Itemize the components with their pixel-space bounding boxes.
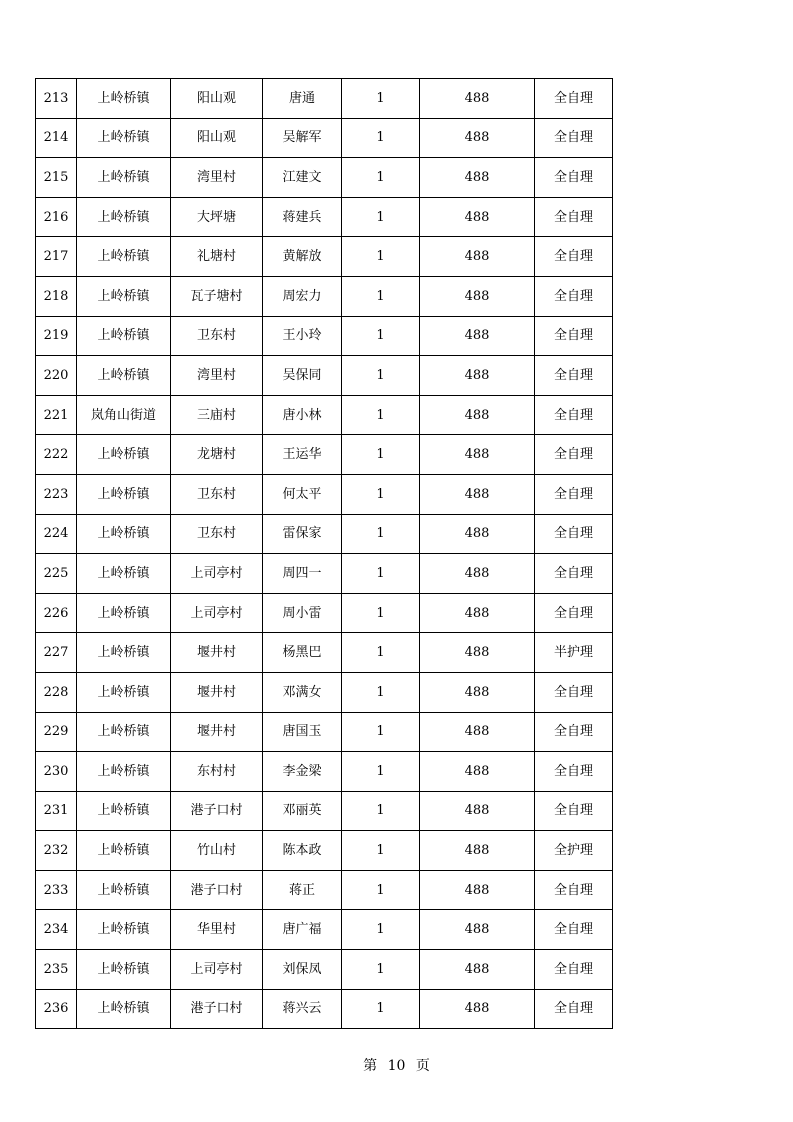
- village-cell: 港子口村: [171, 791, 263, 831]
- amount-cell: 488: [420, 158, 535, 198]
- person-name-cell: 唐广福: [263, 910, 342, 950]
- care-level-cell: 全自理: [535, 276, 613, 316]
- care-level-cell: 全自理: [535, 435, 613, 475]
- person-name-cell: 周四一: [263, 554, 342, 594]
- person-name-cell: 蒋正: [263, 870, 342, 910]
- person-name-cell: 李金梁: [263, 752, 342, 792]
- table-row: [36, 989, 613, 1029]
- town-cell: 上岭桥镇: [77, 158, 171, 198]
- care-level-cell: 全自理: [535, 118, 613, 158]
- town-cell: 上岭桥镇: [77, 554, 171, 594]
- row-number-cell: 235: [36, 950, 77, 990]
- village-cell: 华里村: [171, 910, 263, 950]
- care-level-cell: 半护理: [535, 633, 613, 673]
- town-cell: 上岭桥镇: [77, 435, 171, 475]
- town-cell: 上岭桥镇: [77, 831, 171, 871]
- town-cell: 上岭桥镇: [77, 276, 171, 316]
- person-name-cell: 王运华: [263, 435, 342, 475]
- page-label-prefix: 第: [363, 1058, 378, 1074]
- village-cell: 湾里村: [171, 356, 263, 396]
- town-cell: 上岭桥镇: [77, 514, 171, 554]
- count-cell: 1: [342, 79, 420, 119]
- row-number-cell: 222: [36, 435, 77, 475]
- amount-cell: 488: [420, 435, 535, 475]
- amount-cell: 488: [420, 989, 535, 1029]
- care-level-cell: 全自理: [535, 474, 613, 514]
- town-cell: 上岭桥镇: [77, 950, 171, 990]
- person-name-cell: 蒋兴云: [263, 989, 342, 1029]
- village-cell: 湾里村: [171, 158, 263, 198]
- table-row: [36, 118, 613, 158]
- table-row: [36, 158, 613, 198]
- row-number-cell: 216: [36, 197, 77, 237]
- village-cell: 三庙村: [171, 395, 263, 435]
- row-number-cell: 231: [36, 791, 77, 831]
- village-cell: 卫东村: [171, 316, 263, 356]
- count-cell: 1: [342, 118, 420, 158]
- town-cell: 上岭桥镇: [77, 237, 171, 277]
- care-level-cell: 全自理: [535, 791, 613, 831]
- row-number-cell: 221: [36, 395, 77, 435]
- count-cell: 1: [342, 554, 420, 594]
- page-label-suffix: 页: [415, 1058, 430, 1074]
- amount-cell: 488: [420, 395, 535, 435]
- table-row: [36, 316, 613, 356]
- care-level-cell: 全自理: [535, 237, 613, 277]
- village-cell: 上司亭村: [171, 554, 263, 594]
- care-level-cell: 全自理: [535, 514, 613, 554]
- village-cell: 竹山村: [171, 831, 263, 871]
- care-level-cell: 全自理: [535, 672, 613, 712]
- row-number-cell: 214: [36, 118, 77, 158]
- count-cell: 1: [342, 791, 420, 831]
- count-cell: 1: [342, 276, 420, 316]
- page-number: 10: [387, 1058, 406, 1074]
- amount-cell: 488: [420, 79, 535, 119]
- table-row: [36, 435, 613, 475]
- amount-cell: 488: [420, 554, 535, 594]
- amount-cell: 488: [420, 752, 535, 792]
- amount-cell: 488: [420, 870, 535, 910]
- count-cell: 1: [342, 672, 420, 712]
- table-row: [36, 672, 613, 712]
- table-row: [36, 791, 613, 831]
- village-cell: 堰井村: [171, 672, 263, 712]
- town-cell: 上岭桥镇: [77, 752, 171, 792]
- count-cell: 1: [342, 316, 420, 356]
- care-level-cell: 全自理: [535, 158, 613, 198]
- amount-cell: 488: [420, 712, 535, 752]
- table-row: [36, 356, 613, 396]
- person-name-cell: 邓满女: [263, 672, 342, 712]
- care-level-cell: 全自理: [535, 395, 613, 435]
- person-name-cell: 唐国玉: [263, 712, 342, 752]
- table-row: [36, 752, 613, 792]
- care-level-cell: 全自理: [535, 554, 613, 594]
- count-cell: 1: [342, 831, 420, 871]
- person-name-cell: 江建文: [263, 158, 342, 198]
- count-cell: 1: [342, 870, 420, 910]
- person-name-cell: 杨黑巴: [263, 633, 342, 673]
- person-name-cell: 邓丽英: [263, 791, 342, 831]
- person-name-cell: 吴解军: [263, 118, 342, 158]
- row-number-cell: 236: [36, 989, 77, 1029]
- town-cell: 上岭桥镇: [77, 910, 171, 950]
- town-cell: 上岭桥镇: [77, 712, 171, 752]
- care-level-cell: 全自理: [535, 712, 613, 752]
- count-cell: 1: [342, 474, 420, 514]
- care-level-cell: 全自理: [535, 593, 613, 633]
- care-level-cell: 全自理: [535, 79, 613, 119]
- table-row: [36, 910, 613, 950]
- village-cell: 礼塘村: [171, 237, 263, 277]
- table-row: [36, 514, 613, 554]
- person-name-cell: 蒋建兵: [263, 197, 342, 237]
- town-cell: 上岭桥镇: [77, 989, 171, 1029]
- count-cell: 1: [342, 712, 420, 752]
- row-number-cell: 232: [36, 831, 77, 871]
- amount-cell: 488: [420, 118, 535, 158]
- village-cell: 港子口村: [171, 870, 263, 910]
- amount-cell: 488: [420, 910, 535, 950]
- count-cell: 1: [342, 989, 420, 1029]
- row-number-cell: 225: [36, 554, 77, 594]
- village-cell: 上司亭村: [171, 950, 263, 990]
- village-cell: 堰井村: [171, 633, 263, 673]
- count-cell: 1: [342, 514, 420, 554]
- town-cell: 上岭桥镇: [77, 672, 171, 712]
- village-cell: 卫东村: [171, 474, 263, 514]
- row-number-cell: 233: [36, 870, 77, 910]
- amount-cell: 488: [420, 276, 535, 316]
- table-row: [36, 870, 613, 910]
- town-cell: 上岭桥镇: [77, 316, 171, 356]
- row-number-cell: 223: [36, 474, 77, 514]
- row-number-cell: 227: [36, 633, 77, 673]
- person-name-cell: 唐小林: [263, 395, 342, 435]
- count-cell: 1: [342, 910, 420, 950]
- row-number-cell: 215: [36, 158, 77, 198]
- person-name-cell: 周小雷: [263, 593, 342, 633]
- town-cell: 上岭桥镇: [77, 356, 171, 396]
- amount-cell: 488: [420, 831, 535, 871]
- care-level-cell: 全护理: [535, 831, 613, 871]
- amount-cell: 488: [420, 514, 535, 554]
- person-name-cell: 黄解放: [263, 237, 342, 277]
- row-number-cell: 226: [36, 593, 77, 633]
- amount-cell: 488: [420, 316, 535, 356]
- care-level-cell: 全自理: [535, 989, 613, 1029]
- amount-cell: 488: [420, 197, 535, 237]
- care-level-cell: 全自理: [535, 197, 613, 237]
- table-row: [36, 633, 613, 673]
- person-name-cell: 唐通: [263, 79, 342, 119]
- village-cell: 大坪塘: [171, 197, 263, 237]
- table-row: [36, 712, 613, 752]
- count-cell: 1: [342, 237, 420, 277]
- count-cell: 1: [342, 633, 420, 673]
- amount-cell: 488: [420, 474, 535, 514]
- table-row: [36, 593, 613, 633]
- care-level-cell: 全自理: [535, 910, 613, 950]
- beneficiary-table: [35, 78, 613, 1029]
- row-number-cell: 234: [36, 910, 77, 950]
- town-cell: 上岭桥镇: [77, 593, 171, 633]
- table-row: [36, 831, 613, 871]
- village-cell: 卫东村: [171, 514, 263, 554]
- amount-cell: 488: [420, 593, 535, 633]
- village-cell: 龙塘村: [171, 435, 263, 475]
- amount-cell: 488: [420, 237, 535, 277]
- village-cell: 阳山观: [171, 79, 263, 119]
- town-cell: 上岭桥镇: [77, 118, 171, 158]
- town-cell: 上岭桥镇: [77, 791, 171, 831]
- row-number-cell: 219: [36, 316, 77, 356]
- table-body: [36, 79, 613, 1029]
- village-cell: 上司亭村: [171, 593, 263, 633]
- care-level-cell: 全自理: [535, 752, 613, 792]
- row-number-cell: 230: [36, 752, 77, 792]
- town-cell: 岚角山街道: [77, 395, 171, 435]
- town-cell: 上岭桥镇: [77, 633, 171, 673]
- row-number-cell: 229: [36, 712, 77, 752]
- count-cell: 1: [342, 435, 420, 475]
- count-cell: 1: [342, 197, 420, 237]
- person-name-cell: 周宏力: [263, 276, 342, 316]
- table-row: [36, 474, 613, 514]
- village-cell: 东村村: [171, 752, 263, 792]
- row-number-cell: 220: [36, 356, 77, 396]
- row-number-cell: 213: [36, 79, 77, 119]
- person-name-cell: 刘保凤: [263, 950, 342, 990]
- person-name-cell: 何太平: [263, 474, 342, 514]
- row-number-cell: 224: [36, 514, 77, 554]
- table-row: [36, 950, 613, 990]
- amount-cell: 488: [420, 950, 535, 990]
- count-cell: 1: [342, 950, 420, 990]
- row-number-cell: 228: [36, 672, 77, 712]
- table-row: [36, 395, 613, 435]
- village-cell: 瓦子塘村: [171, 276, 263, 316]
- care-level-cell: 全自理: [535, 950, 613, 990]
- person-name-cell: 王小玲: [263, 316, 342, 356]
- care-level-cell: 全自理: [535, 356, 613, 396]
- town-cell: 上岭桥镇: [77, 474, 171, 514]
- person-name-cell: 雷保家: [263, 514, 342, 554]
- table-row: [36, 79, 613, 119]
- care-level-cell: 全自理: [535, 316, 613, 356]
- amount-cell: 488: [420, 791, 535, 831]
- table-row: [36, 276, 613, 316]
- row-number-cell: 217: [36, 237, 77, 277]
- town-cell: 上岭桥镇: [77, 870, 171, 910]
- amount-cell: 488: [420, 633, 535, 673]
- count-cell: 1: [342, 356, 420, 396]
- person-name-cell: 吴保同: [263, 356, 342, 396]
- village-cell: 港子口村: [171, 989, 263, 1029]
- count-cell: 1: [342, 395, 420, 435]
- care-level-cell: 全自理: [535, 870, 613, 910]
- count-cell: 1: [342, 593, 420, 633]
- town-cell: 上岭桥镇: [77, 79, 171, 119]
- table-row: [36, 197, 613, 237]
- page-footer: [0, 1055, 793, 1075]
- table-row: [36, 237, 613, 277]
- row-number-cell: 218: [36, 276, 77, 316]
- village-cell: 阳山观: [171, 118, 263, 158]
- count-cell: 1: [342, 158, 420, 198]
- amount-cell: 488: [420, 672, 535, 712]
- town-cell: 上岭桥镇: [77, 197, 171, 237]
- table-row: [36, 554, 613, 594]
- count-cell: 1: [342, 752, 420, 792]
- amount-cell: 488: [420, 356, 535, 396]
- person-name-cell: 陈本政: [263, 831, 342, 871]
- village-cell: 堰井村: [171, 712, 263, 752]
